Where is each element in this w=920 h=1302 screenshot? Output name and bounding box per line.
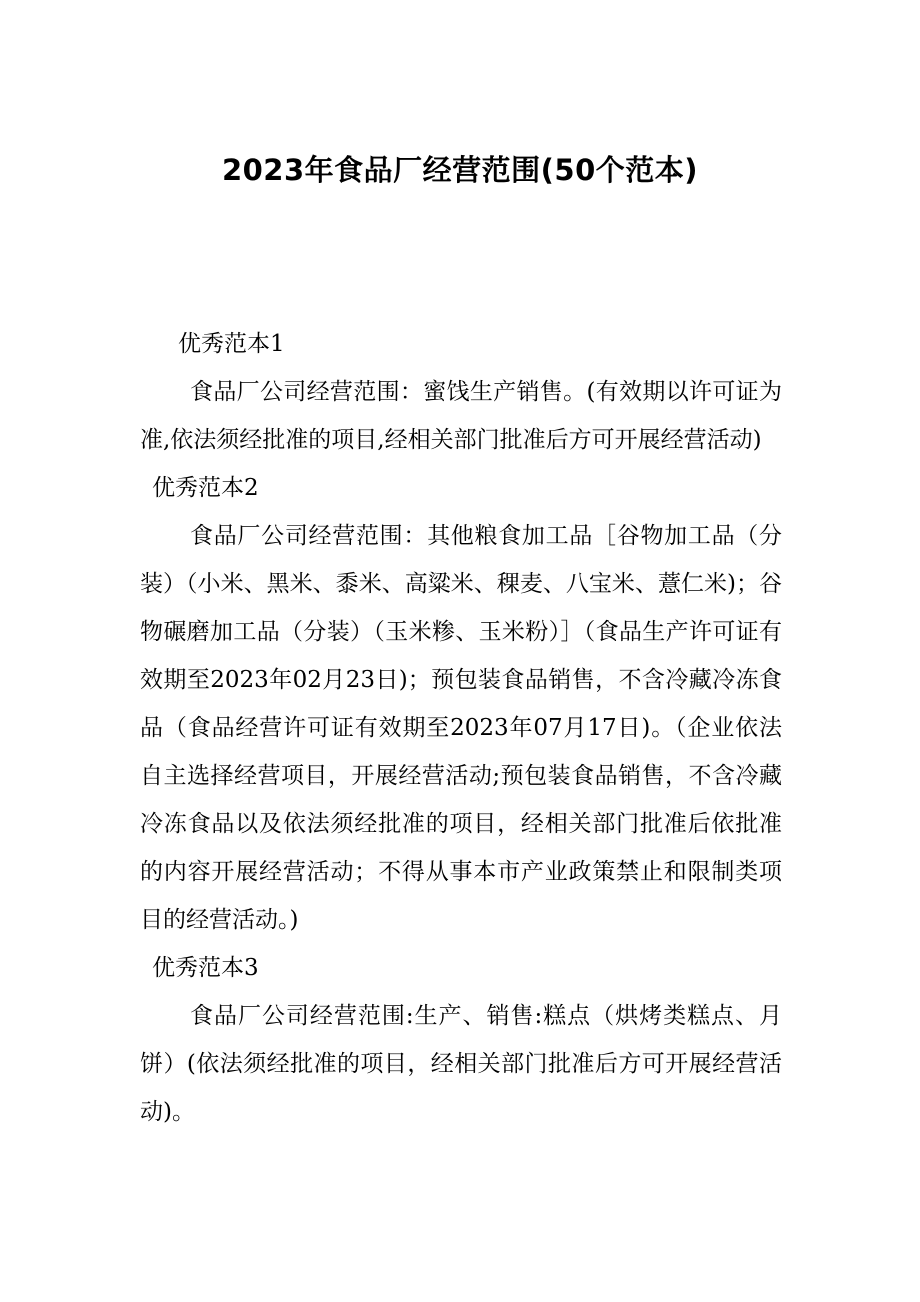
document-title: 2023年食品厂经营范围(50个范本)	[221, 153, 699, 187]
section-heading-2: 优秀范本2	[152, 475, 259, 501]
section-heading-3: 优秀范本3	[152, 955, 259, 981]
document-body	[140, 320, 782, 1136]
section-body-2: 食品厂公司经营范围：其他粮食加工品［谷物加工品（分装）（小米、黑米、黍米、高粱米、稞麦、八宝米、薏仁米)；谷物碾磨加工品（分装）（玉米糁、玉米粉）］（食品生产许可证有效期至2023年02月23日)；预包装食品销售，不含冷藏冷冻食品（食品经营许可证有效期至2023年07月17日)。（企业依法自主选择经营项目，开展经营活动;预包装食品销售，不含冷藏冷冻食品以及依法须经批准的项目，经相关部门批准后依批准的内容开展经营活动；不得从事本市产业政策禁止和限制类项目的经营活动。)	[140, 523, 782, 933]
section-body-3: 食品厂公司经营范围:生产、销售:糕点（烘烤类糕点、月饼）(依法须经批准的项目，经相关部门批准后方可开展经营活动)。	[140, 1003, 782, 1125]
section-heading-1: 优秀范本1	[178, 331, 285, 357]
section-body-1: 食品厂公司经营范围：蜜饯生产销售。(有效期以许可证为准,依法须经批准的项目,经相关部门批准后方可开展经营活动)	[140, 379, 782, 453]
